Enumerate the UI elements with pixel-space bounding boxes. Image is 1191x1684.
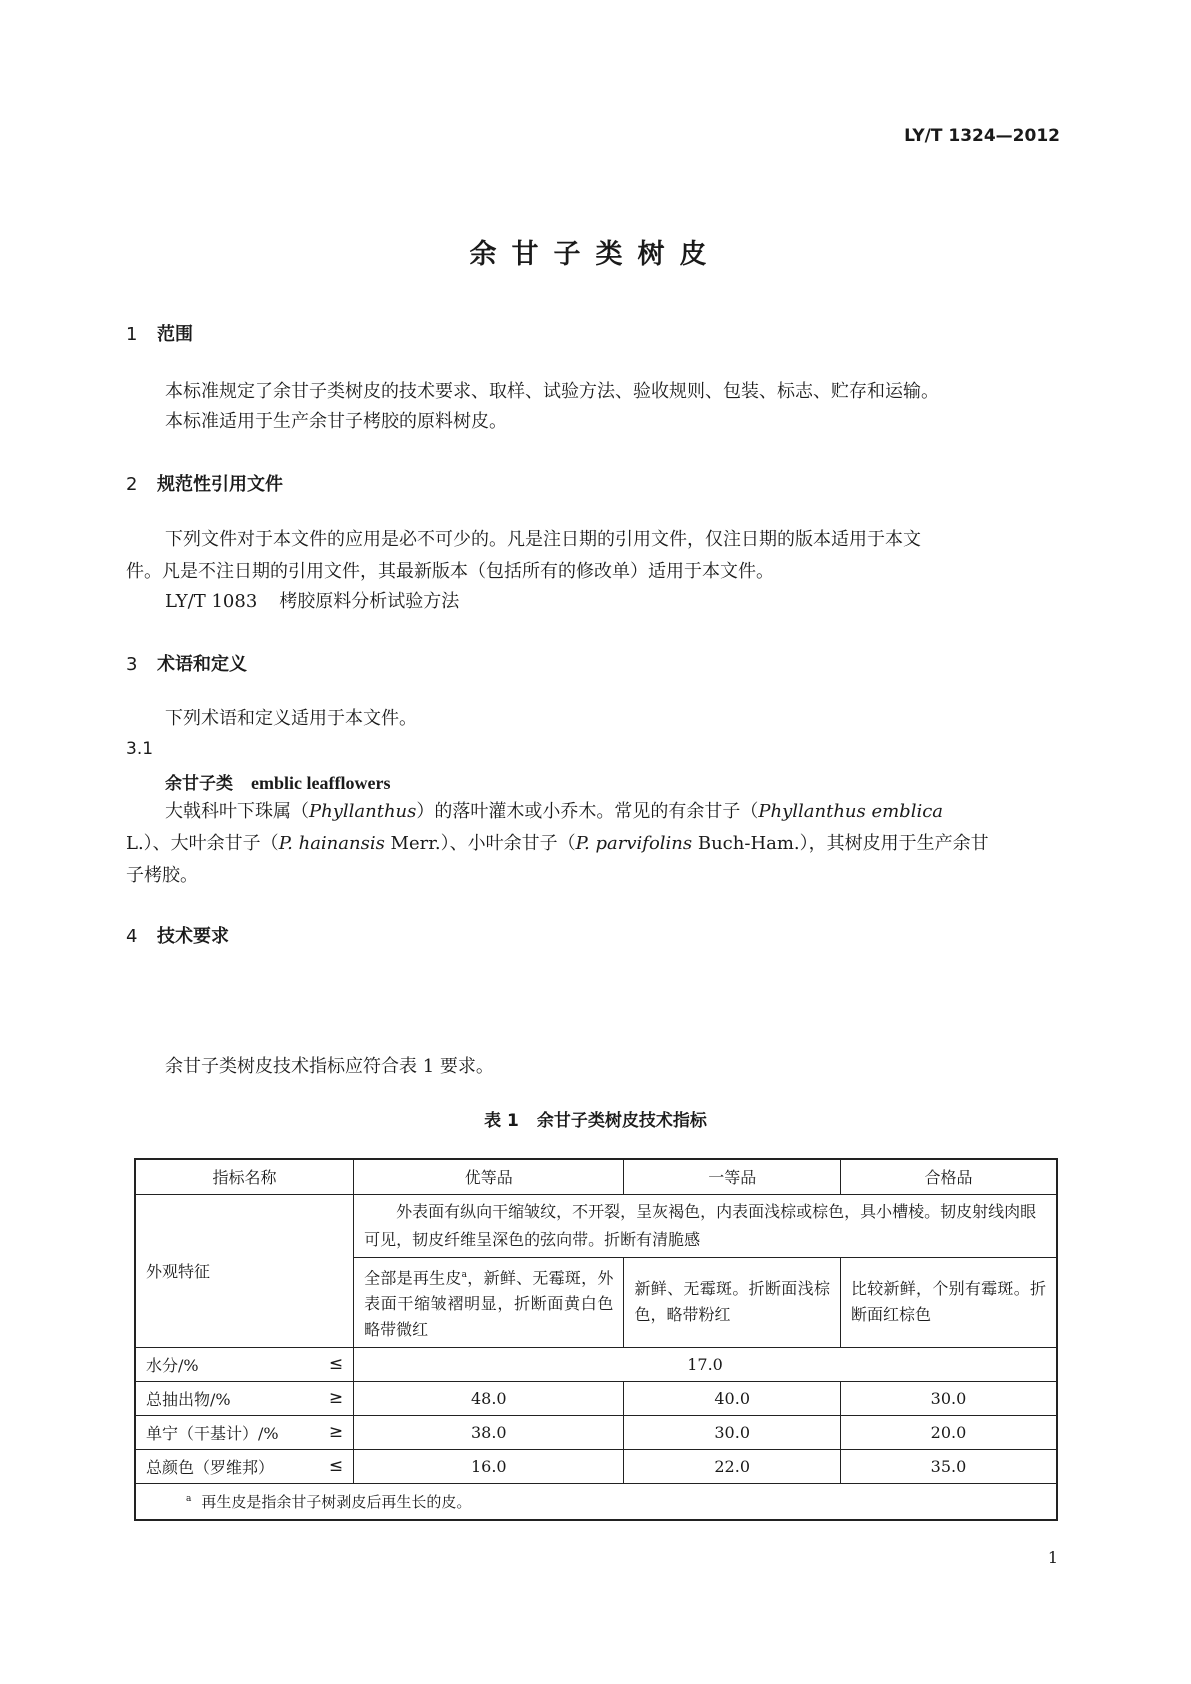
row-label: 外观特征 [135,1194,354,1347]
appearance-grade-2-cell: 新鲜、无霉斑。折断面浅棕色，略带粉红 [624,1257,841,1347]
comparison-symbol: ≥ [328,1388,344,1409]
section-number: 3 [126,654,138,675]
document-title: 余甘子类树皮 [469,239,722,270]
table-footnote-row [135,1483,1057,1520]
definition-text: ）的落叶灌木或小乔木。常见的有余甘子（ [416,801,759,822]
value-cell: 30.0 [624,1415,841,1449]
definition-text: 大戟科叶下珠属（ [165,801,309,822]
species-name: Phyllanthus emblica [758,801,944,822]
section-3-intro: 下列术语和定义适用于本文件。 [165,708,417,729]
footnote-text: 再生皮是指余甘子树剥皮后再生长的皮。 [201,1493,472,1512]
section-number: 2 [126,474,138,495]
section-title: 技术要求 [157,926,229,947]
table-footnote [135,1483,1057,1520]
definition-line-2 [126,827,989,861]
table-caption [0,1106,1191,1131]
table-header-row [135,1159,1057,1194]
table-row [135,1449,1057,1483]
row-name: 单宁（干基计）/% [146,1423,279,1443]
comparison-symbol: ≤ [328,1354,344,1375]
standard-code: LY/T 1324—2012 [904,126,1060,146]
definition-line-1 [165,795,943,829]
value-cell: 40.0 [624,1381,841,1415]
species-name: P. parvifolins [575,833,693,854]
clause-3-1-number: 3.1 [126,739,154,759]
section-number: 4 [126,926,138,947]
section-2-paragraph-line-1: 下列文件对于本文件的应用是必不可少的。凡是注日期的引用文件，仅注日期的版本适用于本文 [165,529,921,550]
section-2-heading [126,470,283,496]
row-name: 总颜色（罗维邦） [146,1457,275,1477]
species-name: P. hainansis [278,833,385,854]
term-english: emblic leafflowers [251,773,391,793]
footnote-marker: a [186,1494,192,1505]
reference-title: 栲胶原料分析试验方法 [279,591,460,612]
section-title: 范围 [157,324,193,345]
definition-text: Merr.）、小叶余甘子（ [384,833,576,854]
value-cell: 20.0 [840,1415,1057,1449]
normative-reference [165,585,459,619]
section-title: 规范性引用文件 [157,474,283,495]
value-cell: 17.0 [354,1347,1057,1381]
footnote-marker: a [461,1269,468,1280]
section-1-heading [126,320,193,346]
spec-table [134,1158,1058,1521]
comparison-symbol: ≤ [328,1456,344,1477]
cell-text: ，新鲜、无霉斑，外表面干缩皱褶明显，折断面黄白色略带微红 [364,1267,614,1339]
section-title: 术语和定义 [157,654,247,675]
section-number: 1 [126,324,138,345]
comparison-symbol: ≥ [328,1422,344,1443]
value-cell: 48.0 [354,1381,624,1415]
row-label [135,1449,354,1483]
page-number: 1 [1047,1548,1058,1567]
table-row [135,1381,1057,1415]
table-caption-title: 余甘子类树皮技术指标 [536,1111,707,1131]
value-cell: 30.0 [840,1381,1057,1415]
section-1-paragraph-1: 本标准规定了余甘子类树皮的技术要求、取样、试验方法、验收规则、包装、标志、贮存和运输。 [165,381,939,402]
definition-text: Buch-Ham.），其树皮用于生产余甘 [692,833,989,854]
cell-text: 全部是再生皮 [364,1267,462,1287]
row-label [135,1347,354,1381]
row-name: 总抽出物/% [146,1389,231,1409]
definition-line-3: 子栲胶。 [126,865,198,886]
table-row [135,1415,1057,1449]
appearance-common-cell: 外表面有纵向干缩皱纹，不开裂，呈灰褐色，内表面浅棕或棕色，具小槽棱。韧皮射线肉眼可见，韧皮纤维呈深色的弦向带。折断有清脆感 [354,1194,1057,1257]
reference-code: LY/T 1083 [165,591,258,612]
table-caption-label: 表 1 [484,1111,519,1131]
header-cell: 一等品 [624,1159,841,1194]
header-cell: 指标名称 [135,1159,354,1194]
header-cell: 优等品 [354,1159,624,1194]
term-entry [165,769,390,794]
definition-text: L.）、大叶余甘子（ [126,833,279,854]
row-label [135,1381,354,1415]
table-row [135,1194,1057,1257]
term-chinese: 余甘子类 [165,774,233,794]
section-4-heading [126,922,229,948]
appearance-grade-1-cell [354,1257,624,1347]
section-1-paragraph-2: 本标准适用于生产余甘子栲胶的原料树皮。 [165,411,507,432]
row-name: 水分/% [146,1355,199,1375]
value-cell: 16.0 [354,1449,624,1483]
section-3-heading [126,650,247,676]
value-cell: 38.0 [354,1415,624,1449]
table-row [135,1347,1057,1381]
section-4-paragraph: 余甘子类树皮技术指标应符合表 1 要求。 [165,1056,494,1077]
section-2-paragraph-line-2: 件。凡是不注日期的引用文件，其最新版本（包括所有的修改单）适用于本文件。 [126,561,774,582]
appearance-grade-3-cell: 比较新鲜，个别有霉斑。折断面红棕色 [840,1257,1057,1347]
value-cell: 35.0 [840,1449,1057,1483]
header-cell: 合格品 [840,1159,1057,1194]
value-cell: 22.0 [624,1449,841,1483]
genus-name: Phyllanthus [309,801,417,822]
row-label [135,1415,354,1449]
